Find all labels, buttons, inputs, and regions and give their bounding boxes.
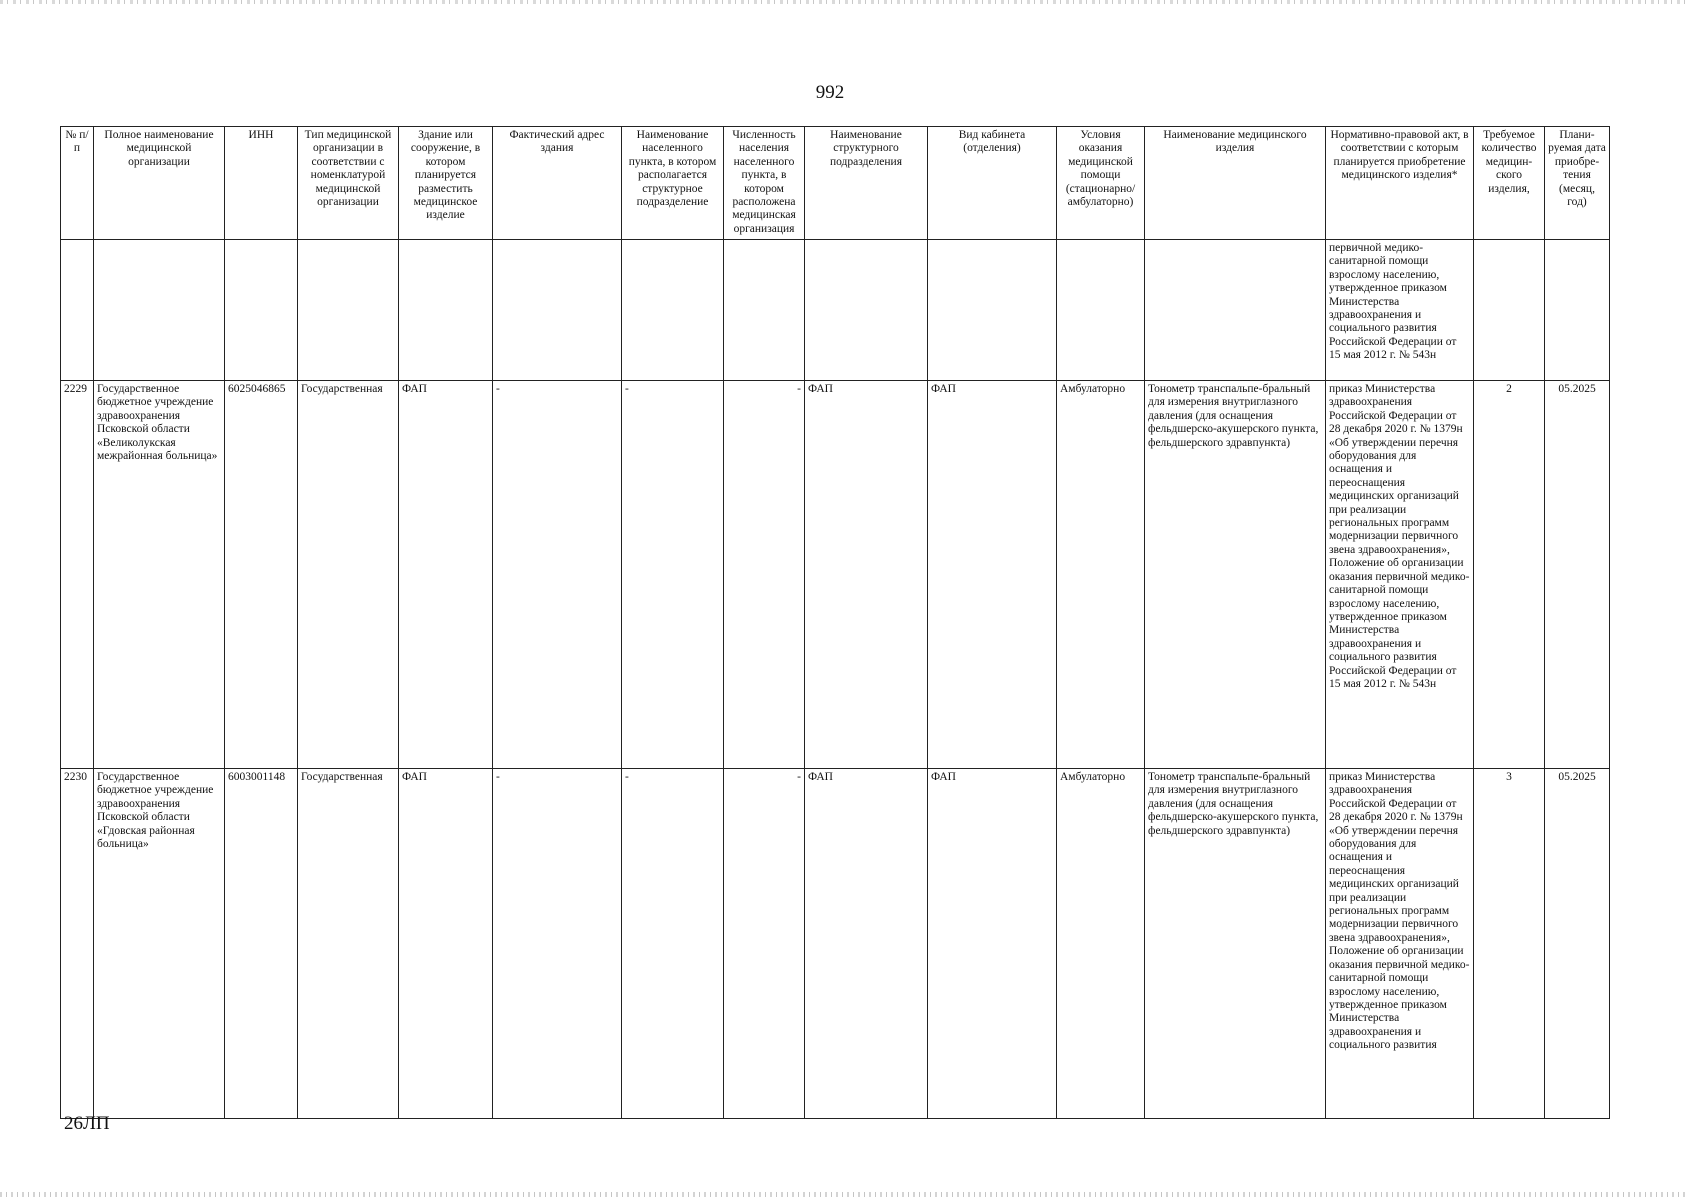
col-header-org: Полное наименование медицинской организации bbox=[94, 127, 225, 240]
cell-building: ФАП bbox=[399, 381, 493, 769]
cell-population: - bbox=[724, 381, 805, 769]
cell-empty bbox=[724, 240, 805, 381]
col-header-device: Наименование медицинского изделия bbox=[1145, 127, 1326, 240]
cell-empty bbox=[622, 240, 724, 381]
cell-empty bbox=[399, 240, 493, 381]
cell-unit: ФАП bbox=[805, 381, 928, 769]
cell-date: 05.2025 bbox=[1545, 381, 1610, 769]
cell-num: 2230 bbox=[61, 769, 94, 1119]
cell-cabinet: ФАП bbox=[928, 769, 1057, 1119]
cell-cabinet: ФАП bbox=[928, 381, 1057, 769]
page-number: 992 bbox=[815, 82, 845, 103]
col-header-cabinet: Вид кабинета (отделения) bbox=[928, 127, 1057, 240]
cell-empty bbox=[493, 240, 622, 381]
cell-quantity: 3 bbox=[1474, 769, 1545, 1119]
col-header-unit: Наименование структурного подразделения bbox=[805, 127, 928, 240]
col-header-address: Фактический адрес здания bbox=[493, 127, 622, 240]
cell-empty bbox=[94, 240, 225, 381]
col-header-inn: ИНН bbox=[225, 127, 298, 240]
cell-empty bbox=[225, 240, 298, 381]
cell-address: - bbox=[493, 769, 622, 1119]
scan-edge-top bbox=[0, 0, 1686, 4]
cell-locality: - bbox=[622, 769, 724, 1119]
cell-org: Государственное бюджетное учреждение здравоохранения Псковской области «Великолукская межрайонная больница» bbox=[94, 381, 225, 769]
table-header-row bbox=[61, 127, 1610, 240]
equipment-register-table bbox=[60, 126, 1610, 1119]
cell-conditions: Амбулаторно bbox=[1057, 381, 1145, 769]
col-header-conditions: Условия оказания медицинской помощи (стационарно/ амбулаторно) bbox=[1057, 127, 1145, 240]
col-header-quantity: Требуемое количество медицин-ского изделия, bbox=[1474, 127, 1545, 240]
cell-type: Государственная bbox=[298, 769, 399, 1119]
cell-population: - bbox=[724, 769, 805, 1119]
cell-act: приказ Министерства здравоохранения Российской Федерации от 28 декабря 2020 г. № 1379н «Об утверждении перечня оборудования для оснащения и переоснащения медицинских организаций при реализации региональных программ модернизации первичного звена здравоохранения», Положение об организации оказания первичной медико-санитарной помощи взрослому населению, утвержденное приказом Министерства здравоохранения и социального развития bbox=[1326, 769, 1474, 1119]
cell-inn: 6025046865 bbox=[225, 381, 298, 769]
cell-inn: 6003001148 bbox=[225, 769, 298, 1119]
cell-type: Государственная bbox=[298, 381, 399, 769]
cell-empty bbox=[1145, 240, 1326, 381]
cell-device: Тонометр транспальпе-бральный для измерения внутриглазного давления (для оснащения фельдшерско-акушерского пункта, фельдшерского здравпункта) bbox=[1145, 381, 1326, 769]
cell-org: Государственное бюджетное учреждение здравоохранения Псковской области «Гдовская районная больница» bbox=[94, 769, 225, 1119]
col-header-date: Плани-руемая дата приобре-тения (месяц, год) bbox=[1545, 127, 1610, 240]
table-row bbox=[61, 381, 1610, 769]
cell-unit: ФАП bbox=[805, 769, 928, 1119]
col-header-locality: Наименование населенного пункта, в котором располагается структурное подразделение bbox=[622, 127, 724, 240]
cell-empty bbox=[61, 240, 94, 381]
cell-date: 05.2025 bbox=[1545, 769, 1610, 1119]
table-row bbox=[61, 769, 1610, 1119]
cell-conditions: Амбулаторно bbox=[1057, 769, 1145, 1119]
cell-device: Тонометр транспальпе-бральный для измерения внутриглазного давления (для оснащения фельдшерско-акушерского пункта, фельдшерского здравпункта) bbox=[1145, 769, 1326, 1119]
cell-empty bbox=[1474, 240, 1545, 381]
cell-empty bbox=[805, 240, 928, 381]
cell-building: ФАП bbox=[399, 769, 493, 1119]
cell-act: приказ Министерства здравоохранения Российской Федерации от 28 декабря 2020 г. № 1379н «Об утверждении перечня оборудования для оснащения и переоснащения медицинских организаций при реализации региональных программ модернизации первичного звена здравоохранения», Положение об организации оказания первичной медико-санитарной помощи взрослому населению, утвержденное приказом Министерства здравоохранения и социального развития Российской Федерации от 15 мая 2012 г. № 543н bbox=[1326, 381, 1474, 769]
col-header-num: № п/п bbox=[61, 127, 94, 240]
cell-empty bbox=[928, 240, 1057, 381]
col-header-population: Численность населения населенного пункта, в котором расположена медицинская организация bbox=[724, 127, 805, 240]
cell-act-continuation: первичной медико-санитарной помощи взрослому населению, утвержденное приказом Министерства здравоохранения и социального развития Российской Федерации от 15 мая 2012 г. № 543н bbox=[1326, 240, 1474, 381]
cell-quantity: 2 bbox=[1474, 381, 1545, 769]
cell-locality: - bbox=[622, 381, 724, 769]
cell-num: 2229 bbox=[61, 381, 94, 769]
col-header-type: Тип медицинской организации в соответствии с номенклатурой медицинской организации bbox=[298, 127, 399, 240]
cell-empty bbox=[1545, 240, 1610, 381]
table-row-continuation bbox=[61, 240, 1610, 381]
footer-mark: 26ЛП bbox=[64, 1113, 110, 1134]
col-header-building: Здание или сооружение, в котором планируется разместить медицинское изделие bbox=[399, 127, 493, 240]
cell-empty bbox=[1057, 240, 1145, 381]
col-header-act: Нормативно-правовой акт, в соответствии с которым планируется приобретение медицинского изделия* bbox=[1326, 127, 1474, 240]
cell-address: - bbox=[493, 381, 622, 769]
cell-empty bbox=[298, 240, 399, 381]
scan-edge-bottom bbox=[0, 1192, 1686, 1197]
